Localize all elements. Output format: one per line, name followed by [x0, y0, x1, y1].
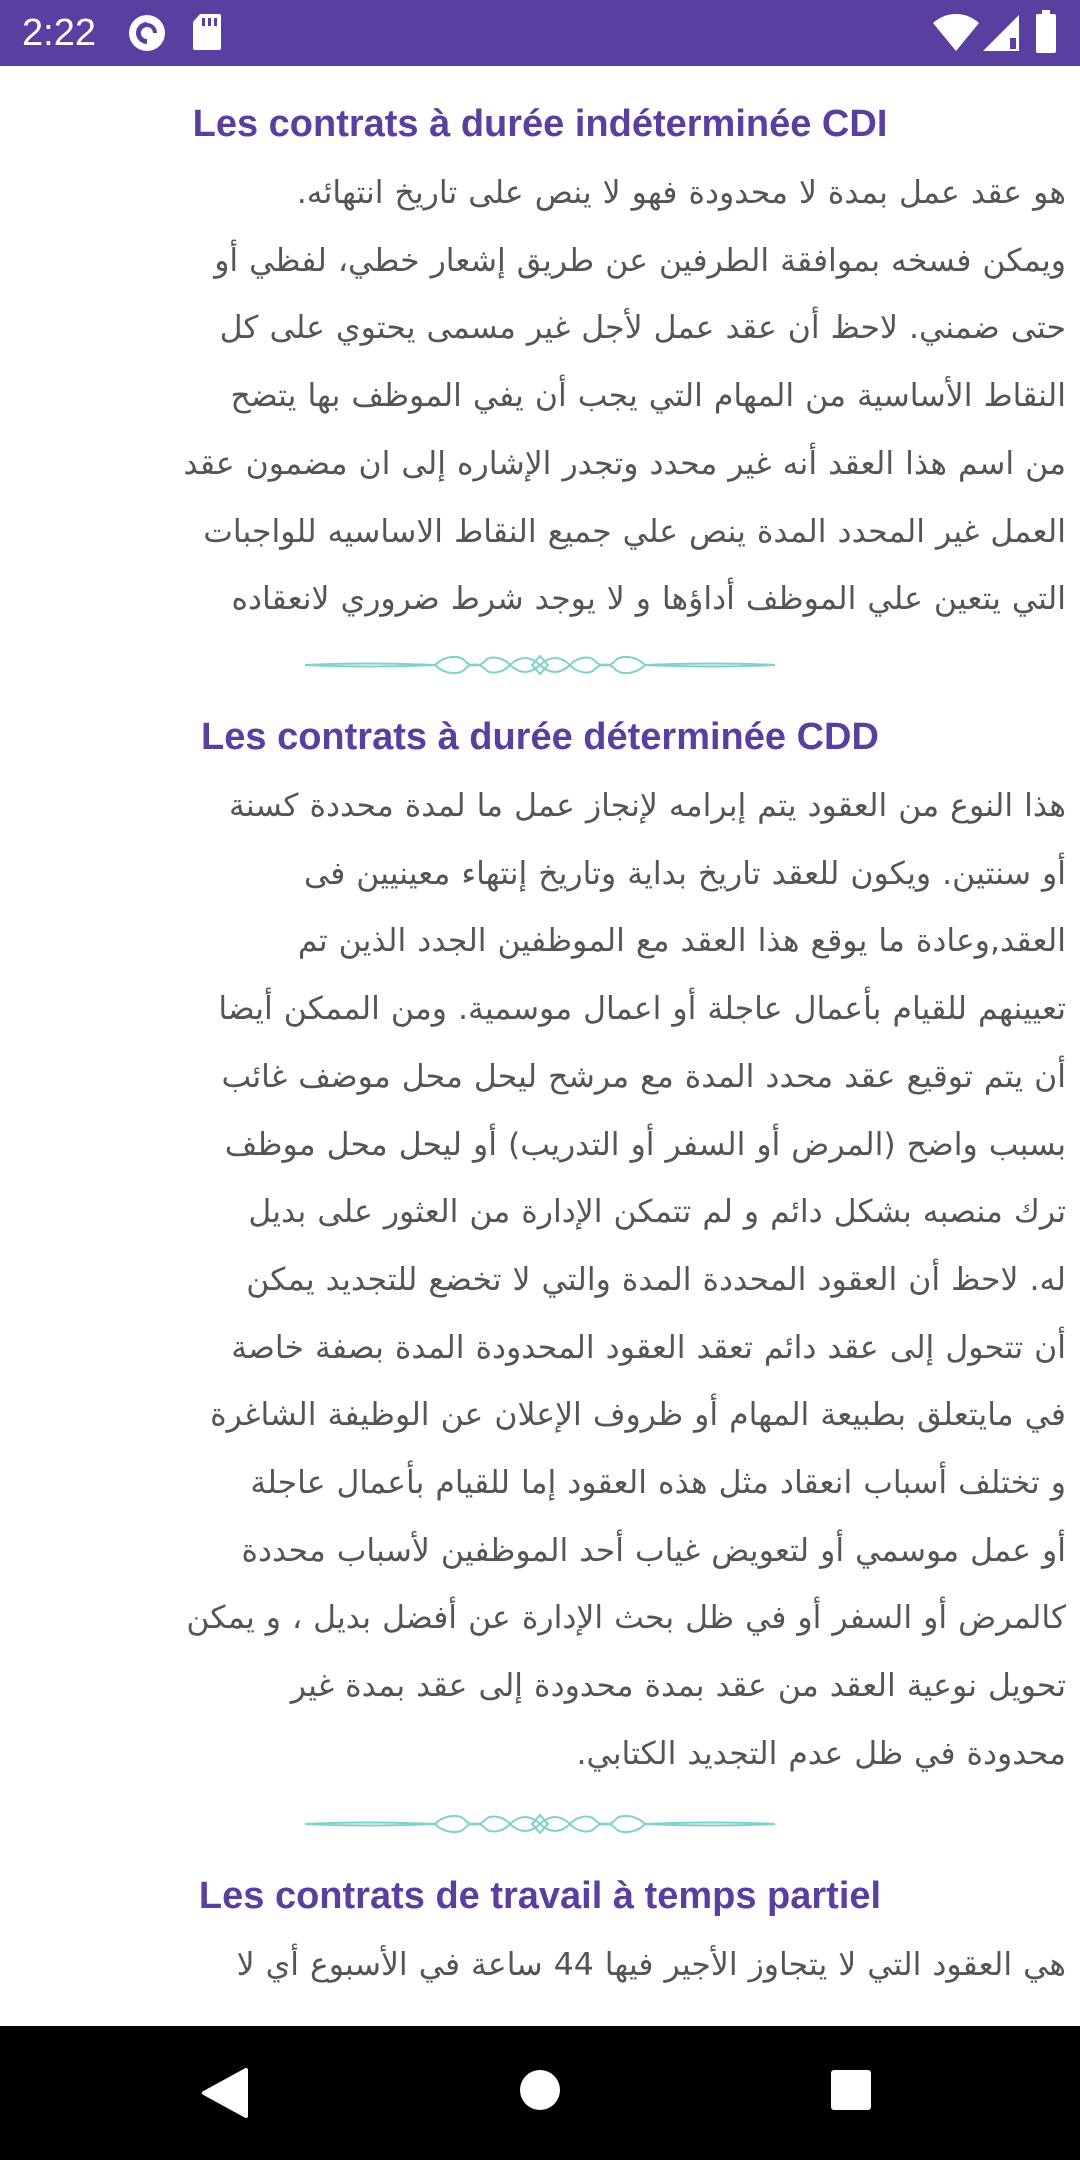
ornament-divider — [305, 1807, 775, 1841]
body-line: من اسم هذا العقد أنه غير محدد وتجدر الإشاره إلى ان مضمون عقد — [183, 445, 1066, 482]
pocket-casts-icon — [127, 13, 167, 53]
body-line: تعيينهم للقيام بأعمال عاجلة أو اعمال موسمية. ومن الممكن أيضا — [218, 991, 1066, 1028]
status-time: 2:22 — [22, 12, 96, 54]
body-line: التي يتعين علي الموظف أداؤها و لا يوجد شرط ضروري لانعقاده — [231, 581, 1066, 618]
body-line: و تختلف أسباب انعقاد مثل هذه العقود إما للقيام بأعمال عاجلة — [250, 1465, 1066, 1502]
sd-card-icon — [192, 13, 222, 51]
body-line: هذا النوع من العقود يتم إبرامه لإنجاز عمل ما لمدة محددة كسنة — [228, 788, 1066, 824]
body-line: العمل غير المحدد المدة ينص علي جميع النقاط الاساسيه للواجبات — [203, 513, 1066, 550]
body-line: العقد,وعادة ما يوقع هذا العقد مع الموظفين الجدد الذين تم — [297, 923, 1066, 960]
body-line: حتى ضمني. لاحظ أن عقد عمل لأجل غير مسمى يحتوي على كل — [219, 310, 1066, 347]
body-line: بسبب واضح (المرض أو السفر أو التدريب) أو ليحل محل موظف — [224, 1126, 1066, 1163]
body-line: أو عمل موسمي أو لتعويض غياب أحد الموظفين لأسباب محددة — [241, 1532, 1066, 1569]
article-content[interactable] — [0, 66, 1080, 2026]
section-temps-partiel — [0, 1872, 1080, 2000]
body-line: كالمرض أو السفر أو في ظل بحث الإدارة عن أفضل بديل ، و يمكن — [186, 1600, 1066, 1637]
body-line: ويمكن فسخه بموافقة الطرفين عن طريق إشعار خطي، لفظي أو — [214, 242, 1066, 279]
body-line: تحويل نوعية العقد من عقد بمدة محدودة إلى عقد بمدة غير — [290, 1668, 1066, 1705]
section-body — [0, 773, 1080, 1789]
section-cdd — [0, 713, 1080, 1789]
section-title: Les contrats de travail à temps partiel — [198, 1875, 882, 1917]
section-cdi — [0, 100, 1080, 634]
body-line: محدودة في ظل عدم التجديد الكتابي. — [576, 1735, 1066, 1772]
body-line: له. لاحظ أن العقود المحددة المدة والتي لا تخضع للتجديد يمكن — [246, 1261, 1066, 1298]
section-title: Les contrats à durée déterminée CDD — [201, 716, 879, 758]
status-bar — [0, 0, 1080, 66]
recents-icon[interactable] — [830, 2069, 872, 2111]
back-icon[interactable] — [196, 2066, 250, 2120]
wifi-icon — [932, 14, 980, 52]
body-line: أو سنتين. ويكون للعقد تاريخ بداية وتاريخ إنتهاء معينيين فى — [303, 855, 1066, 892]
body-line: هي العقود التي لا يتجاوز الأجير فيها 44 ساعة في الأسبوع أي لا — [236, 1947, 1066, 1983]
section-body — [0, 1932, 1080, 2000]
navigation-bar — [0, 2026, 1080, 2160]
body-line: أن تتحول إلى عقد دائم تعقد العقود المحدودة المدة بصفة خاصة — [231, 1329, 1066, 1366]
body-line: هو عقد عمل بمدة لا محدودة فهو لا ينص على تاريخ انتهائه. — [296, 175, 1066, 211]
ornament-divider — [305, 648, 775, 682]
battery-icon — [1035, 10, 1057, 54]
signal-icon — [982, 14, 1020, 52]
body-line: النقاط الأساسية من المهام التي يجب أن يفي الموظف بها يتضح — [230, 378, 1066, 415]
body-line: ترك منصبه بشكل دائم و لم تتمكن الإدارة من العثور على بديل — [248, 1194, 1066, 1231]
section-body — [0, 160, 1080, 634]
body-line: في مايتعلق بطبيعة المهام أو ظروف الإعلان عن الوظيفة الشاغرة — [210, 1397, 1066, 1434]
section-title: Les contrats à durée indéterminée CDI — [192, 103, 888, 145]
body-line: أن يتم توقيع عقد محدد المدة مع مرشح ليحل محل موضف غائب — [221, 1058, 1066, 1095]
home-icon[interactable] — [518, 2068, 562, 2112]
